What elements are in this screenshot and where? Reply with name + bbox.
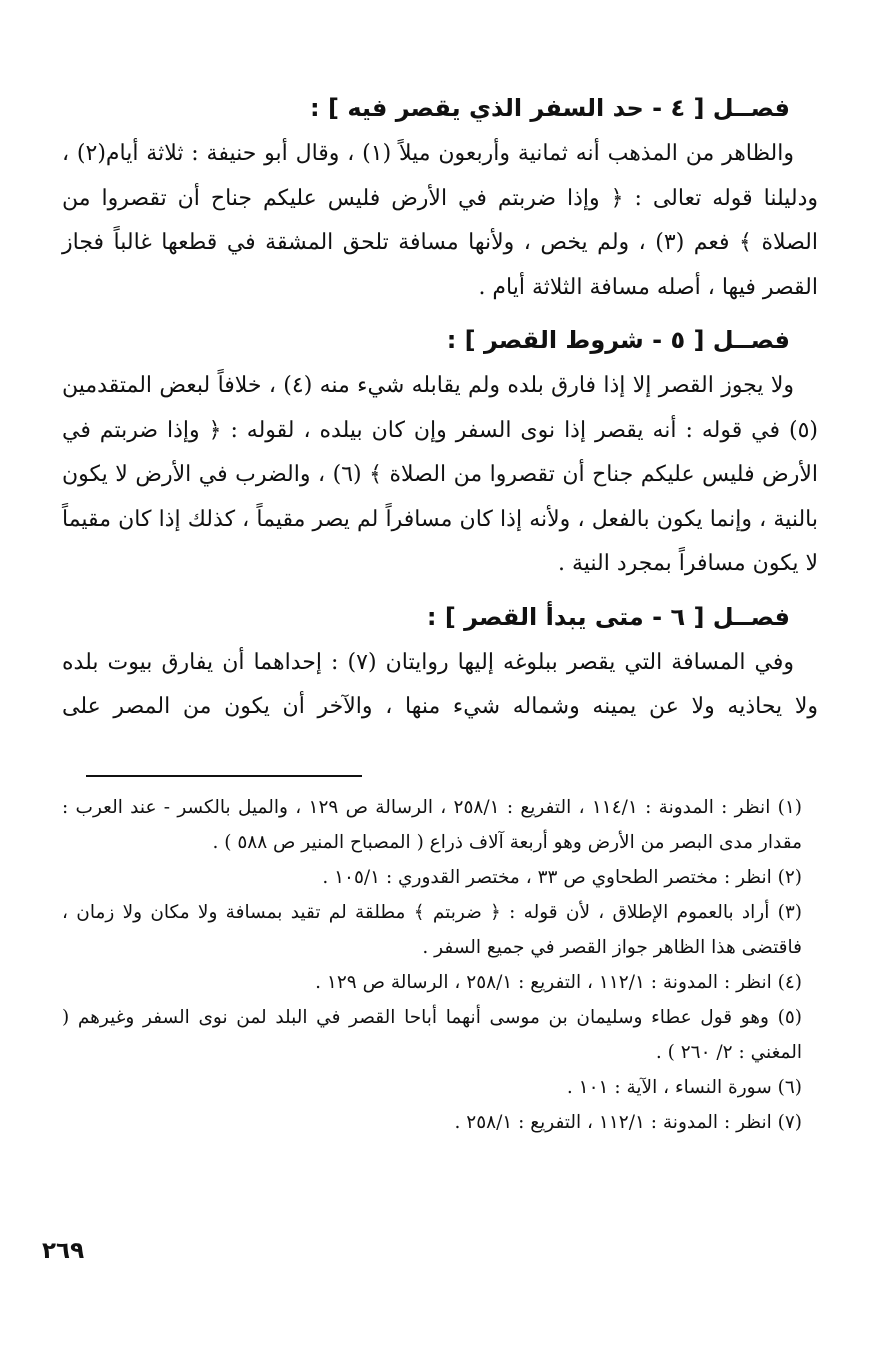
- section-6-paragraph: وفي المسافة التي يقصر ببلوغه إليها روايتان (٧) : إحداهما أن يفارق بيوت بلده ولا يحاذيه ولا عن يمينه وشماله شيء منها ، والآخر أن يكون من المصر على: [62, 649, 818, 719]
- footnote-separator: [86, 775, 362, 777]
- main-text: [62, 84, 818, 736]
- section-heading-5: فصــل [ ٥ - شروط القصر ] :: [446, 326, 790, 354]
- footnote-1: (١) انظر : المدونة : ١١٤/١ ، التفريع : ٢٥٨/١ ، الرسالة ص ١٢٩ ، والميل بالكسر - عند العرب : مقدار مدى البصر من الأرض وهو أربعة آلاف ذراع ( المصباح المنير ص ٥٨٨ ) .: [62, 797, 802, 853]
- footnote-5: (٥) وهو قول عطاء وسليمان بن موسى أنهما أباحا القصر في البلد لمن نوى السفر وغيرهم ( المغني : ٢/ ٢٦٠ ) .: [62, 1007, 802, 1063]
- section-5-paragraph: ولا يجوز القصر إلا إذا فارق بلده ولم يقابله شيء منه (٤) ، خلافاً لبعض المتقدمين (٥) في قوله : أنه يقصر إذا نوى السفر وإن كان بيلده ، لقوله : ﴿ وإذا ضربتم في الأرض فليس عليكم جناح أن تقصروا من الصلاة ﴾ (٦) ، والضرب في الأرض لا يكون بالنية ، وإنما يكون بالفعل ، ولأنه إذا كان مسافراً لم يصر مقيماً ، كذلك إذا كان مقيماً لا يكون مسافراً بمجرد النية .: [62, 373, 818, 576]
- footnotes: [62, 790, 818, 1140]
- page-number: ٢٦٩: [42, 1238, 85, 1264]
- footnote-4: (٤) انظر : المدونة : ١١٢/١ ، التفريع : ٢٥٨/١ ، الرسالة ص ١٢٩ .: [315, 972, 802, 993]
- footnote-2: (٢) انظر : مختصر الطحاوي ص ٣٣ ، مختصر القدوري : ١٠٥/١ .: [322, 867, 802, 888]
- footnote-3: (٣) أراد بالعموم الإطلاق ، لأن قوله : ﴿ ضربتم ﴾ مطلقة لم تقيد بمسافة ولا مكان ولا زمان ، فاقتضى هذا الظاهر جواز القصر في جميع السفر .: [62, 902, 802, 958]
- section-heading-4: فصــل [ ٤ - حد السفر الذي يقصر فيه ] :: [310, 94, 790, 122]
- section-heading-6: فصــل [ ٦ - متى يبدأ القصر ] :: [426, 602, 790, 631]
- footnote-7: (٧) انظر : المدونة : ١١٢/١ ، التفريع : ٢٥٨/١ .: [454, 1112, 802, 1133]
- section-4-paragraph: والظاهر من المذهب أنه ثمانية وأربعون ميلاً (١) ، وقال أبو حنيفة : ثلاثة أيام(٢) ، ودليلنا قوله تعالى : ﴿ وإذا ضربتم في الأرض فليس عليكم جناح أن تقصروا من الصلاة ﴾ فعم (٣) ، ولم يخص ، ولأنها مسافة تلحق المشقة في قطعها غالباً فجاز القصر فيها ، أصله مسافة الثلاثة أيام .: [62, 141, 818, 300]
- footnote-6: (٦) سورة النساء ، الآية : ١٠١ .: [566, 1077, 802, 1098]
